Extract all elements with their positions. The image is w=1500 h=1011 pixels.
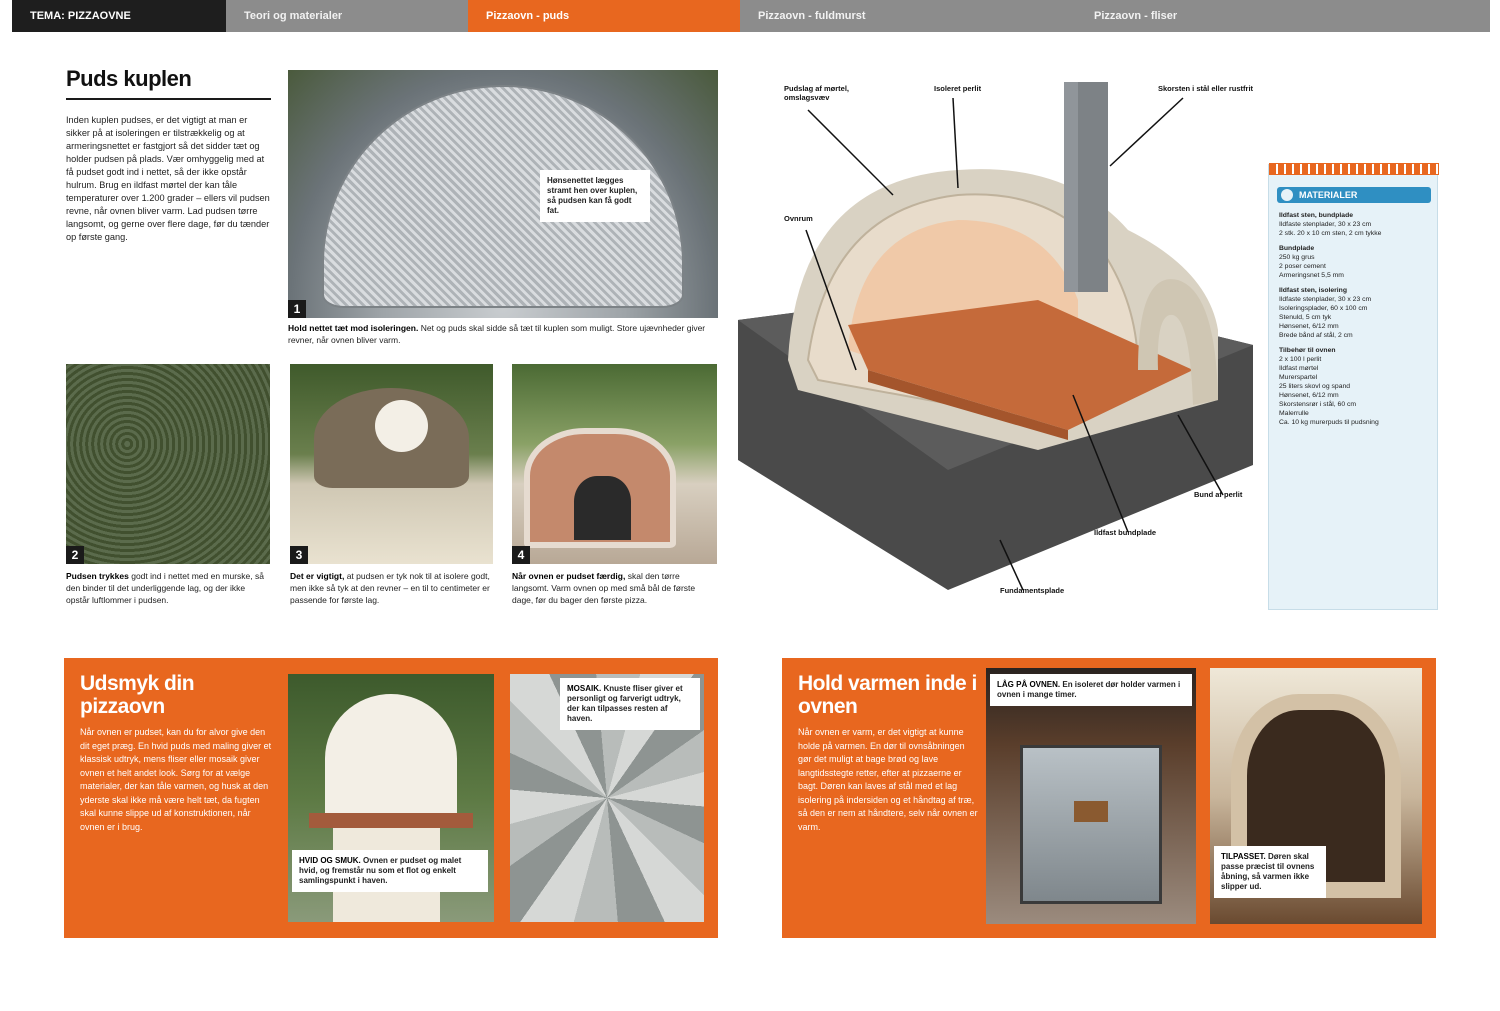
- white-oven-callout-text: Ovnen er pudset og malet hvid, og fremstår nu som et flot og enkelt samlingspunkt i haven.: [299, 856, 462, 885]
- white-patch: [375, 400, 428, 452]
- materials-item: Armeringsnet 5,5 mm: [1279, 272, 1344, 279]
- materials-section-head: Bundplade: [1279, 245, 1315, 252]
- caption-1-text: Net og puds skal sidde så tæt til kuplen som muligt. Store ujævnheder giver revner, når ovnen bliver varm.: [288, 323, 706, 345]
- keep-heat-text: Når ovnen er varm, er det vigtigt at kunne holde på varmen. En dør til ovnsåbningen gør det muligt at bage brød og lave langtidsstegte retter, efter at pizzaerne er bagt. Døren kan laves af stål med et lag isolering på indersiden og et håndtag af træ, så den er nem at håndtere, selv når ovnen er varm.: [798, 727, 978, 832]
- materials-item: 2 x 100 l perlit: [1279, 356, 1322, 363]
- photo-1-callout: Hønsenettet lægges stramt hen over kuplen, så pudsen kan få godt fat.: [540, 170, 650, 222]
- mosaic-callout: [560, 678, 700, 730]
- step-number-3: 3: [290, 546, 308, 564]
- materials-item: Isoleringsplader, 60 x 100 cm: [1279, 305, 1368, 312]
- caption-3: [290, 570, 493, 606]
- photo-white-oven: [288, 674, 494, 922]
- label-refractory-floor: Ildfast bundplade: [1094, 528, 1157, 537]
- oven-opening: [574, 476, 631, 540]
- caption-1: [288, 322, 718, 346]
- materials-item: Ildfast mørtel: [1279, 365, 1319, 372]
- label-oven-chamber: Ovnrum: [784, 214, 813, 223]
- nav-tab-brick[interactable]: Pizzaovn - fuldmurst: [758, 10, 866, 22]
- caption-4-text: skal den tørre langsomt. Varm ovnen op med små bål de første dage, før du bager den første pizza.: [512, 571, 696, 605]
- materials-title-text: MATERIALER: [1299, 190, 1358, 200]
- mosaic-callout-lead: MOSAIK.: [567, 684, 602, 693]
- decorate-box: [64, 658, 718, 938]
- photo-mosaic: [510, 674, 704, 922]
- caption-2-lead: Pudsen trykkes: [66, 571, 129, 581]
- mosaic-callout-text: Knuste fliser giver et personligt og farverigt udtryk, der kan tilpasses resten af haven.: [567, 684, 683, 723]
- step-number-2: 2: [66, 546, 84, 564]
- door-plate: [1020, 745, 1163, 904]
- caption-1-lead: Hold nettet tæt mod isoleringen.: [288, 323, 419, 333]
- tools-icon: [1281, 189, 1293, 201]
- materials-item: 25 liters skovl og spand: [1279, 383, 1351, 390]
- decorate-text: Når ovnen er pudset, kan du for alvor give den dit eget præg. En hvid puds med maling giver et klassisk udtryk, mens fliser eller mosaik giver ovnen et helt andet look. Sørg for at vælge materialer, der kan tåle varmen, og husk at den yderste skal ikke må være helt tæt, da fugten skal kunne slippe ud af konstruktionen, når ovnen er i brug.: [80, 727, 272, 832]
- step-number-4: 4: [512, 546, 530, 564]
- materials-section-head: Ildfast sten, isolering: [1279, 287, 1347, 294]
- label-plaster: Pudslag af mørtel, omslagsvæv: [784, 84, 850, 102]
- keep-heat-heading: Hold varmen inde i ovnen: [798, 672, 977, 718]
- materials-box: [1268, 164, 1438, 610]
- nav-tab-theory[interactable]: Teori og materialer: [244, 10, 343, 22]
- label-insulation: Isoleret perlit: [934, 84, 982, 93]
- materials-item: Skorstensrør i stål, 60 cm: [1279, 401, 1357, 408]
- diagram-svg: [738, 70, 1268, 610]
- materials-item: 2 stk. 20 x 10 cm sten, 2 cm tykke: [1279, 230, 1382, 237]
- materials-item: Brede bånd af stål, 2 cm: [1279, 332, 1353, 339]
- label-foundation: Fundamentsplade: [1000, 586, 1065, 595]
- nav-tab-tiles[interactable]: Pizzaovn - fliser: [1094, 10, 1178, 22]
- photo-1-dome-mesh: [288, 70, 718, 318]
- photo-3-raw-plaster: [290, 364, 493, 564]
- white-dome: [325, 694, 457, 823]
- door-callout: [990, 674, 1192, 706]
- keep-heat-box: [782, 658, 1436, 938]
- article-intro: Inden kuplen pudses, er det vigtigt at man er sikker på at isoleringen er tilstrækkelig og at armeringsnettet er fastgjort så det sidder tæt og holder pudsen på plads. Vær omhyggelig med at få pudset godt ind i nettet, så der ikke opstår hulrum. Brug en ildfast mørtel der kan tåle temperaturer over 1.200 grader – ellers vil pudsen revne, når ovnen bliver varm. Lad pudsen tørre langsomt, og gerne over flere dage, før du tænder op første gang.: [66, 115, 270, 242]
- photo-arch-door: [1210, 668, 1422, 924]
- photo-2-mesh-close: [66, 364, 270, 564]
- materials-item: Malerrulle: [1279, 410, 1309, 417]
- materials-title: [1277, 187, 1431, 203]
- arch-callout: [1214, 846, 1326, 898]
- materials-item: 250 kg grus: [1279, 254, 1315, 261]
- materials-item: Ca. 10 kg murerpuds til pudsning: [1279, 419, 1379, 426]
- leader-skorsten: [1110, 98, 1183, 166]
- caption-4-lead: Når ovnen er pudset færdig,: [512, 571, 626, 581]
- photo-oven-door: [986, 668, 1196, 924]
- heading-rule: [66, 98, 271, 100]
- caption-2: [66, 570, 270, 606]
- door-handle: [1074, 801, 1108, 821]
- caption-2-text: godt ind i nettet med en murske, så den binder til det underliggende lag, og der ikke opstår luftlommer i pudsen.: [66, 571, 264, 605]
- white-oven-callout: [292, 850, 488, 892]
- photo-4-finished-oven: [512, 364, 717, 564]
- materials-item: Ildfaste stenplader, 30 x 23 cm: [1279, 296, 1372, 303]
- step-number-1: 1: [288, 300, 306, 318]
- nav-tab-theme[interactable]: TEMA: PIZZAOVNE: [12, 0, 226, 32]
- door-callout-text: En isoleret dør holder varmen i ovnen i mange timer.: [997, 680, 1181, 699]
- shelf: [309, 813, 474, 828]
- materials-item: Ildfaste stenplader, 30 x 23 cm: [1279, 221, 1372, 228]
- arch-callout-text: Døren skal passe præcist til ovnens åbning, så varmen ikke slipper ud.: [1221, 852, 1315, 891]
- label-perlite-floor: Bund af perlit: [1194, 490, 1243, 499]
- caption-4: [512, 570, 717, 606]
- materials-item: Murerspartel: [1279, 374, 1318, 381]
- materials-list: [1279, 211, 1431, 427]
- materials-item: Hønsenet, 6/12 mm: [1279, 323, 1339, 330]
- oven-cross-section-diagram: [738, 70, 1268, 610]
- materials-section-head: Tilbehør til ovnen: [1279, 347, 1336, 354]
- section-nav: [12, 0, 1490, 32]
- door-callout-lead: LÅG PÅ OVNEN.: [997, 680, 1061, 689]
- chimney-highlight: [1064, 82, 1078, 292]
- materials-item: Stenuld, 5 cm tyk: [1279, 314, 1332, 321]
- label-chimney: Skorsten i stål eller rustfrit: [1158, 84, 1254, 93]
- materials-item: 2 poser cement: [1279, 263, 1326, 270]
- nav-tab-plaster[interactable]: Pizzaovn - puds: [468, 0, 740, 32]
- decorate-heading: Udsmyk din pizzaovn: [80, 672, 195, 718]
- caption-3-lead: Det er vigtigt,: [290, 571, 345, 581]
- materials-section-head: Ildfast sten, bundplade: [1279, 212, 1354, 219]
- leader-puds: [808, 110, 893, 195]
- white-oven-callout-lead: HVID OG SMUK.: [299, 856, 361, 865]
- caption-3-text: at pudsen er tyk nok til at isolere godt, men ikke så tyk at den revner – en til to centimeter er passende for første lag.: [290, 571, 490, 605]
- materials-item: Hønsenet, 6/12 mm: [1279, 392, 1339, 399]
- article-heading: Puds kuplen: [66, 66, 192, 91]
- arch-callout-lead: TILPASSET.: [1221, 852, 1266, 861]
- materials-header-strip: [1269, 163, 1439, 175]
